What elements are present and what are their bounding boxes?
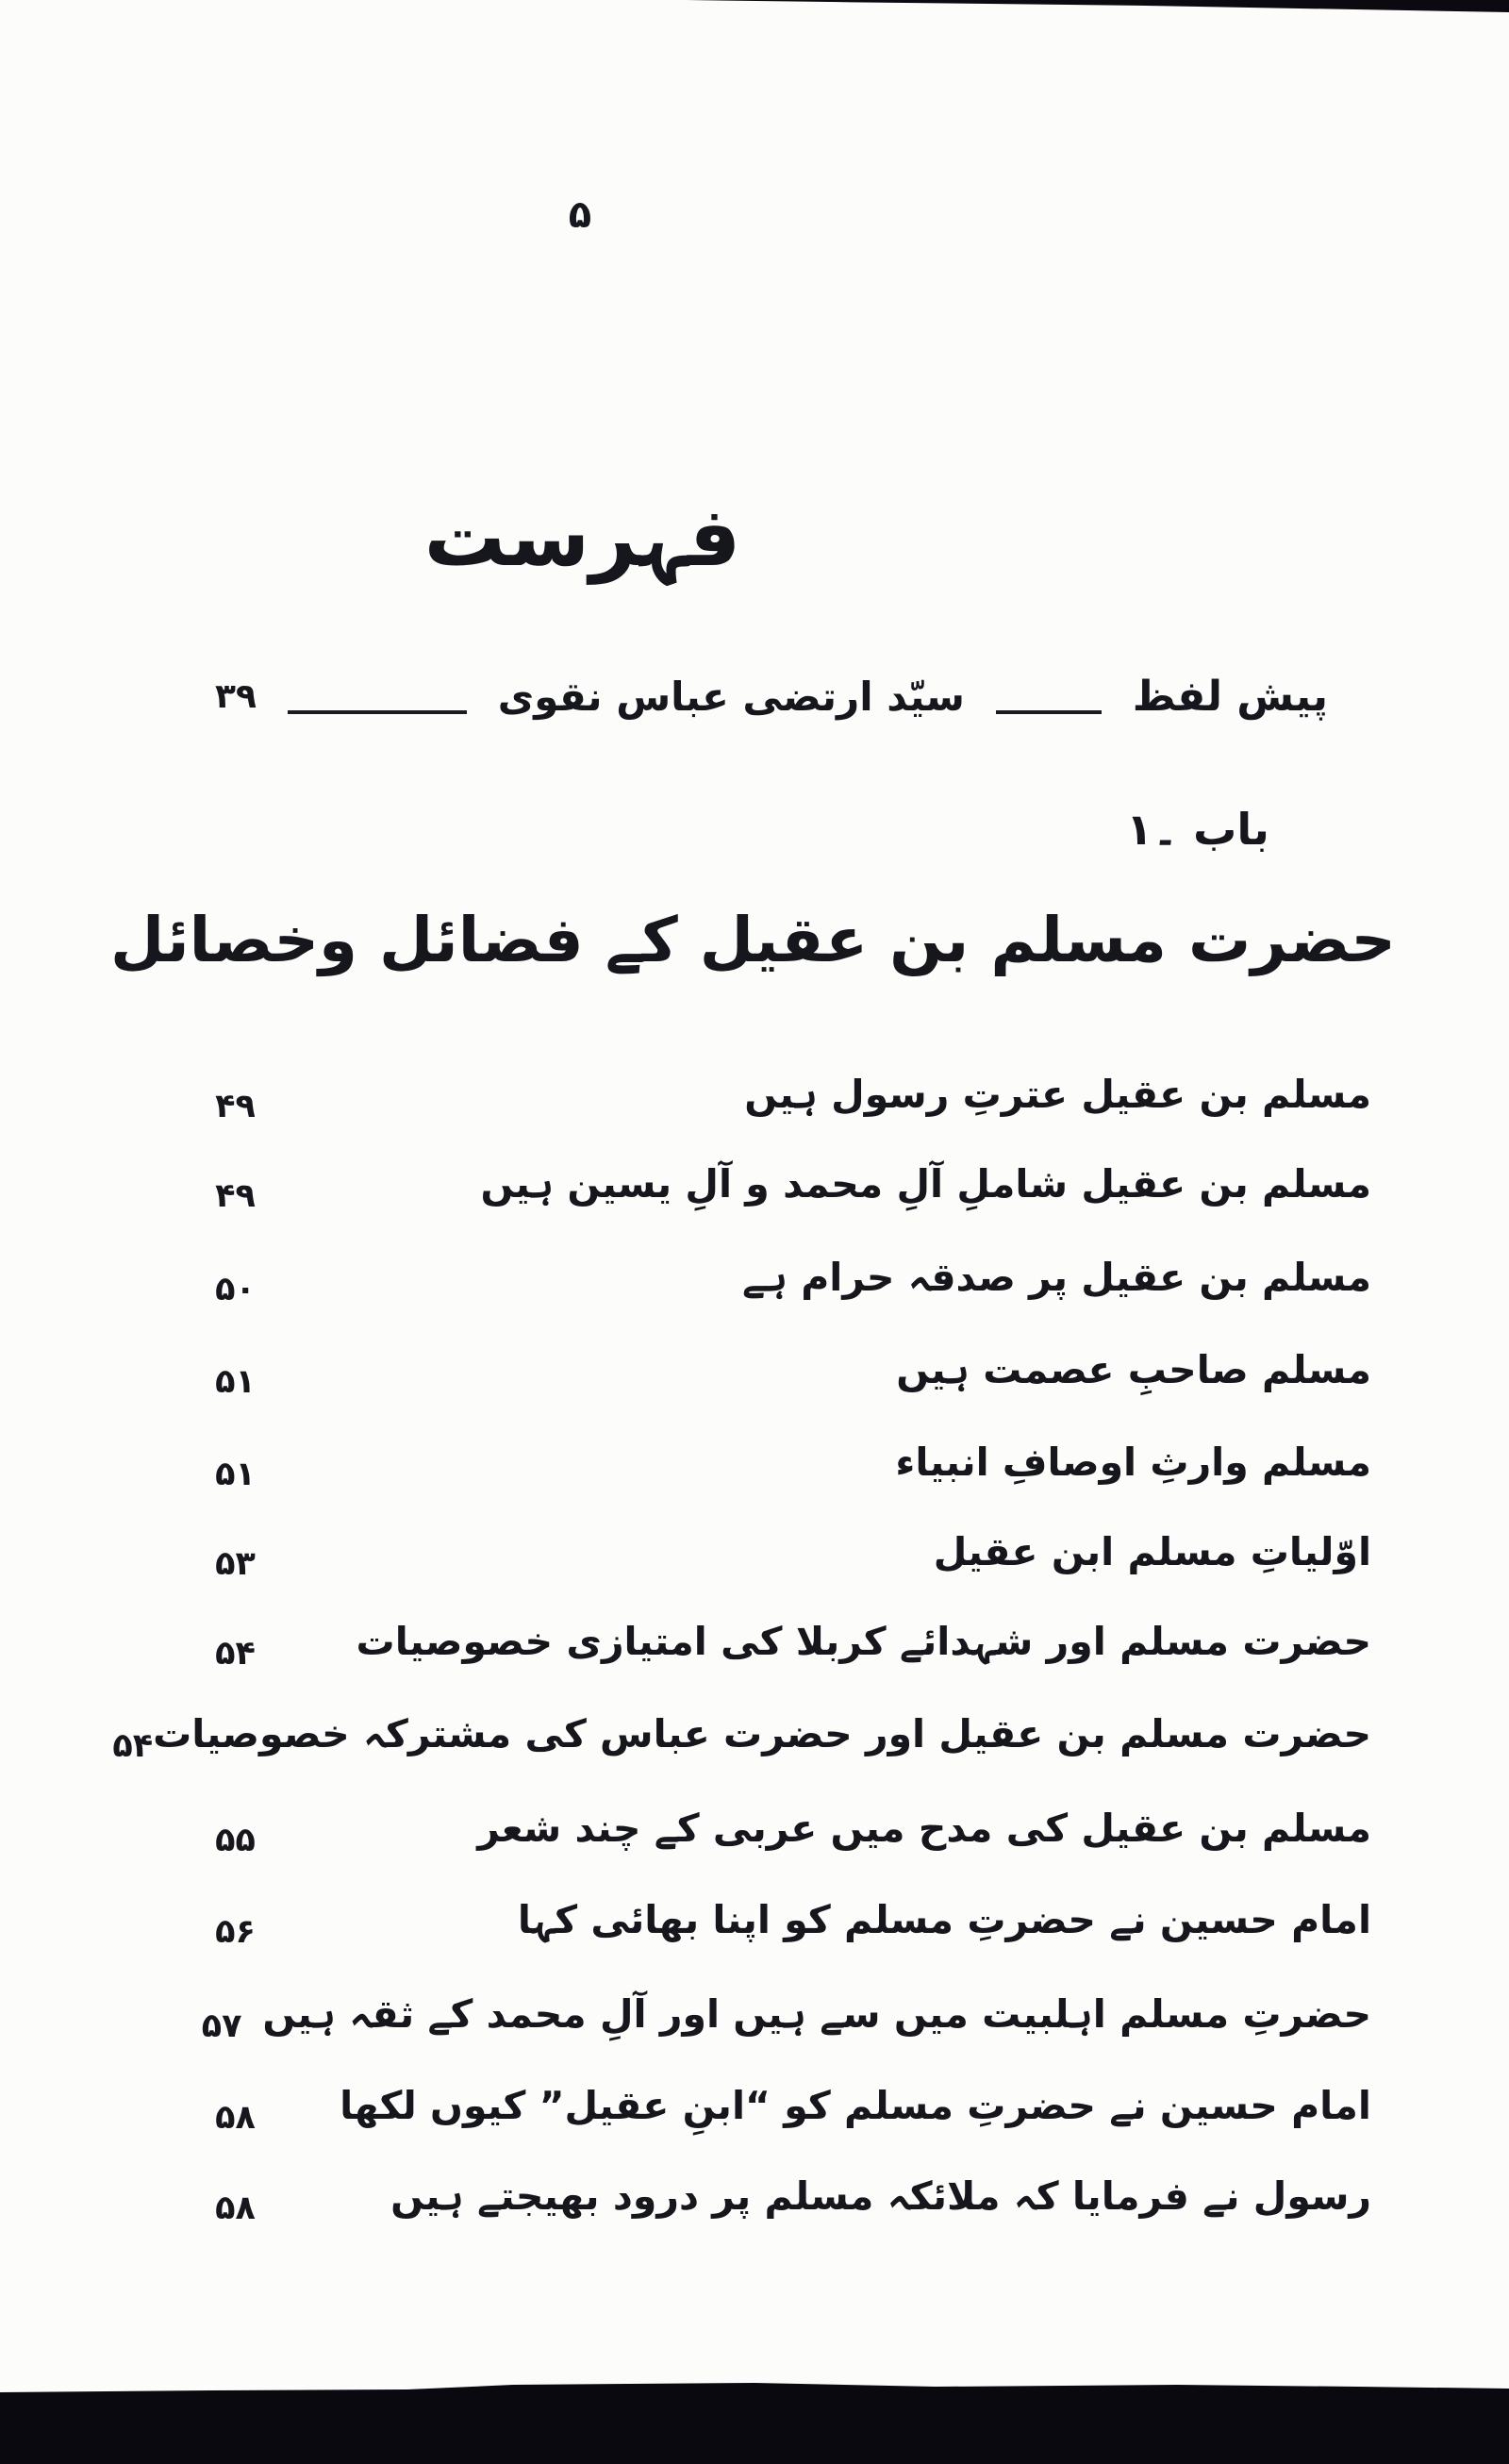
- chapter-label: باب ۔۱: [1126, 804, 1269, 855]
- toc-entry-title: حضرت مسلم اور شہدائے کربلا کی امتیازی خصوصیات: [356, 1619, 1371, 1664]
- toc-entry-title: مسلم بن عقیل شاملِ آلِ محمد و آلِ یسین ہیں: [480, 1161, 1371, 1207]
- toc-entry-page: ۵۴: [215, 1635, 256, 1673]
- toc-row: [181, 1045, 1371, 1143]
- toc-row: [181, 2147, 1371, 2245]
- page-number: ۵: [568, 193, 592, 237]
- toc-entry-page: ۴۹: [215, 1177, 256, 1215]
- preface-label: پیش لفظ: [1132, 672, 1328, 721]
- toc-entry-title: رسول نے فرمایا کہ ملائکہ مسلم پر درود بھیجتے ہیں: [390, 2173, 1371, 2219]
- toc-entry-page: ۵۱: [215, 1363, 256, 1401]
- toc-entry-page: ۵۸: [215, 2189, 256, 2227]
- toc-row: [181, 1321, 1371, 1419]
- toc-row: [181, 1965, 1371, 2063]
- toc-entry-page: ۵۰: [215, 1271, 256, 1308]
- toc-entry-title: مسلم بن عقیل کی مدح میں عربی کے چند شعر: [477, 1806, 1371, 1851]
- toc-entry-page: ۵۵: [215, 1822, 256, 1859]
- toc-row: [181, 1413, 1371, 1511]
- toc-row: [181, 1503, 1371, 1601]
- toc-entry-title: مسلم بن عقیل عترتِ رسول ہیں: [744, 1072, 1371, 1117]
- contents-title: فہرست: [423, 491, 741, 585]
- toc-entry-title: مسلم بن عقیل پر صدقہ حرام ہے: [741, 1255, 1371, 1300]
- toc-entry-title: امام حسین نے حضرتِ مسلم کو “ابنِ عقیل” کیوں لکھا: [340, 2083, 1371, 2128]
- scan-bottom-edge-artifact: [0, 2383, 1509, 2464]
- toc-row: [181, 1135, 1371, 1233]
- toc-row: [181, 1592, 1371, 1690]
- toc-entry-page: ۵۴: [112, 1727, 154, 1765]
- toc-entry-title: مسلم صاحبِ عصمت ہیں: [896, 1347, 1371, 1392]
- toc-entry-page: ۴۹: [215, 1088, 256, 1125]
- toc-entry-title: حضرتِ مسلم اہلبیت میں سے ہیں اور آلِ محمد کے ثقہ ہیں: [262, 1991, 1371, 2037]
- toc-row: [181, 1871, 1371, 1969]
- toc-entry-title: حضرت مسلم بن عقیل اور حضرت عباس کی مشترکہ خصوصیات: [153, 1711, 1371, 1756]
- toc-entry-page: ۵۱: [215, 1456, 256, 1493]
- toc-row: [181, 1228, 1371, 1326]
- toc-entry-title: اوّلیاتِ مسلم ابن عقیل: [933, 1529, 1371, 1574]
- toc-entry-title: مسلم وارثِ اوصافِ انبیاء: [895, 1440, 1371, 1485]
- toc-entry-page: ۵۶: [215, 1913, 256, 1951]
- toc-row: [181, 2056, 1371, 2155]
- toc-entry-title: امام حسین نے حضرتِ مسلم کو اپنا بھائی کہا: [517, 1897, 1371, 1942]
- toc-row: [181, 1779, 1371, 1877]
- toc-entry-page: ۵۳: [215, 1545, 256, 1583]
- toc-row: [112, 1685, 1371, 1783]
- chapter-heading: حضرت مسلم بن عقیل کے فضائل وخصائل: [109, 904, 1396, 976]
- preface-author: سیّد ارتضی عباس نقوی: [497, 673, 965, 720]
- toc-entry-page: ۵۷: [201, 2007, 242, 2045]
- toc-entry-page: ۵۸: [215, 2099, 256, 2137]
- preface-page-number: ۳۹: [215, 676, 257, 716]
